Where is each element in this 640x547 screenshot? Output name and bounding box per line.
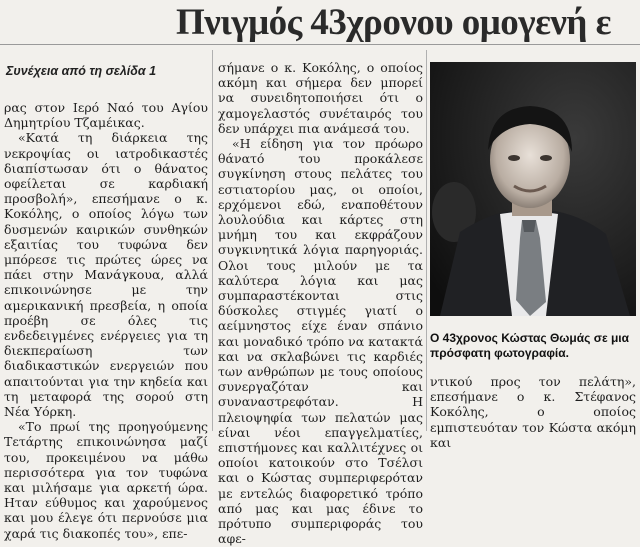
continued-from-label: Συνέχεια από τη σελίδα 1	[6, 64, 157, 78]
article-column-3	[430, 374, 636, 450]
portrait-photo	[430, 62, 636, 316]
article-headline: Πνιγμός 43χρονου ομογενή ε	[176, 2, 611, 43]
photo-caption: Ο 43χρονος Κώστας Θωμάς σε μια πρόσφατη φωτογραφία.	[430, 331, 630, 360]
paragraph: «Το πρωί της προηγούμενης Τετάρτης επικοινώνησα μαζί του, προκειμένου να μάθω περισσότερα για τον τυφώνα και μιλήσαμε για αρκετή ώρα. Ηταν εύθυμος και χαρούμενος και μου έλεγε ότι περνούσε μια χαρά τις διακοπές του», επε-	[4, 419, 208, 541]
paragraph: ρας στον Ιερό Ναό του Αγίου Δημητρίου Τζαμέικας.	[4, 100, 208, 131]
column-divider-2	[426, 50, 427, 431]
paragraph: σήμανε ο κ. Κοκόλης, ο οποίος ακόμη και σήμερα δεν μπορεί να συνειδητοποιήσει ότι ο χαμογελαστός συνέταιρός του δεν υπάρχει πια ανάμεσά του.	[218, 60, 423, 136]
article-column-2	[218, 60, 423, 547]
column-divider-1	[212, 50, 213, 431]
paragraph: «Κατά τη διάρκεια της νεκροψίας οι ιατροδικαστές διαπίστωσαν ότι ο θάνατος οφείλεται σε καρδιακή προσβολή», επεσήμανε ο κ. Κοκόλης, ο οποίος λόγω των δυσμενών καιρικών συνθηκών εξαιτίας του τυφώνα δεν μπόρεσε τις πρώτες ώρες να πάει στην Μανάγκουα, αλλά επικοινώνησε με την αμερικανική πρεσβεία, η οποία προέβη σε όλες τις ενδεδειγμένες ενέργειες για τη διεκπεραίωση των διαδικαστικών ενεργειών που απαιτούνται για την κηδεία και τη μεταφορά της σορού στη Νέα Υόρκη.	[4, 130, 208, 420]
portrait-photo-icon	[430, 62, 636, 316]
headline-rule	[0, 44, 640, 45]
paragraph: ντικού προς τον πελάτη», επεσήμανε ο κ. Στέφανος Κοκόλης, ο οποίος εμπιστευόταν τον Κώστα ακόμη και	[430, 374, 636, 450]
article-column-1	[4, 100, 208, 541]
paragraph: «Η είδηση για τον πρόωρο θάνατό του προκάλεσε συγκίνηση στους πελάτες του εστιατορίου μας, οι οποίοι, ερχόμενοι εδώ, εναποθέτουν λουλούδια και κάρτες στη μνήμη του και εκφράζουν συγκινητικά λόγια παρηγοριάς. Ολοι τους μιλούν με τα καλύτερα λόγια και μας συμπαραστέκονται στις δύσκολες στιγμές γιατί ο αείμνηστος είχε έναν σπάνιο και μοναδικό τρόπο να κατακτά και να σκλαβώνει τις καρδιές των ανθρώπων με τους οποίους συνεργαζόταν και συναναστρεφόταν. Η πλειοψηφία των πελατών μας είναι νέοι επαγγελματίες, επιστήμονες και καλλιτέχνες οι οποίοι κατοικούν στο Τσέλσι και ο Κώστας συμπεριφερόταν με εντελώς διαφορετικό τρόπο από μας και μας έδινε το πρότυπο συμπεριφοράς του αφε-	[218, 136, 423, 547]
